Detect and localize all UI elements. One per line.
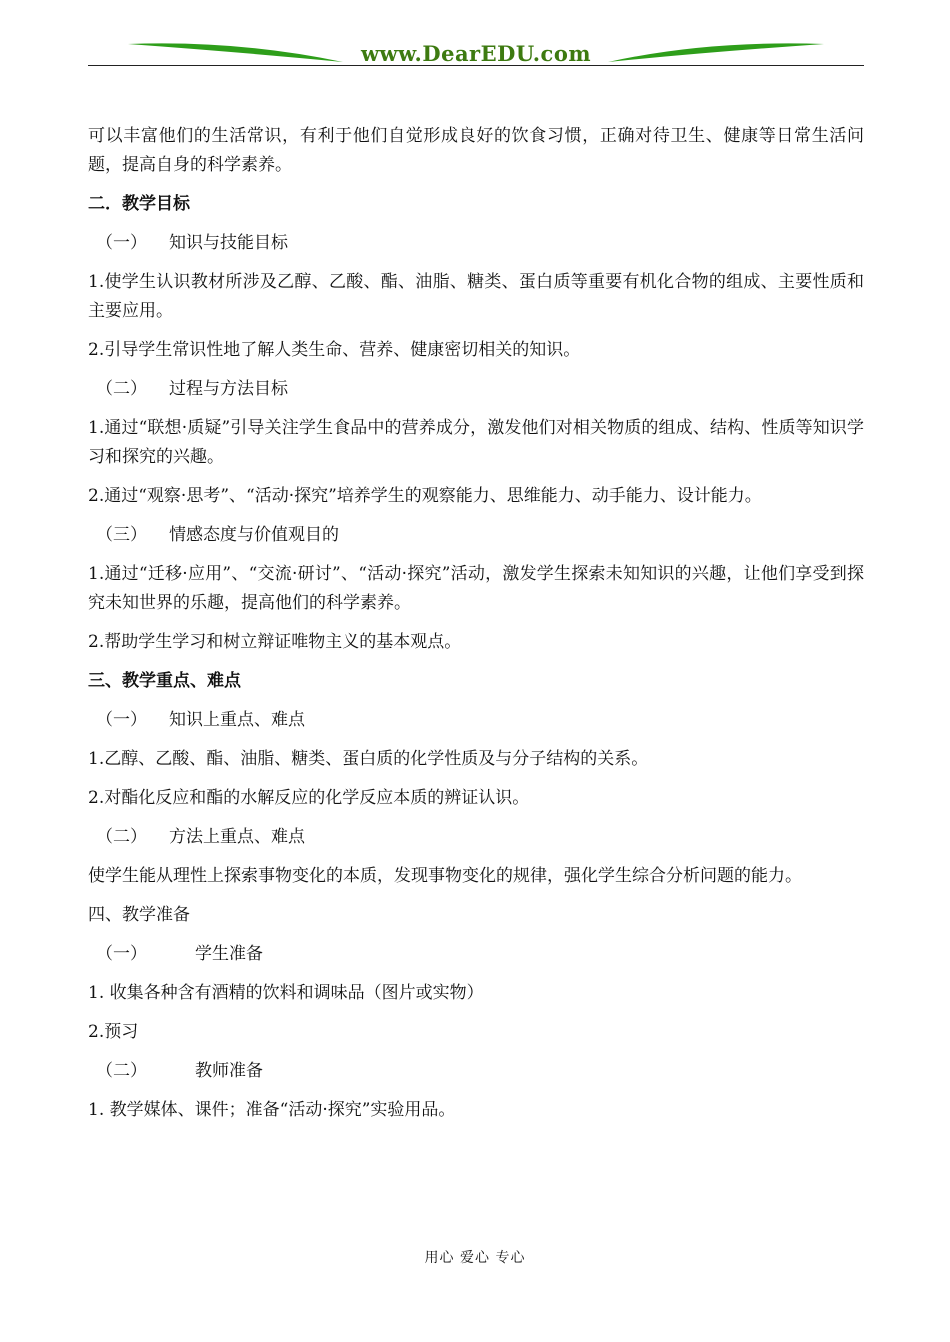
section-heading: 二．教学目标 <box>88 194 190 214</box>
header-rule <box>88 65 864 66</box>
subsection-heading <box>88 706 864 735</box>
subsection-title: 过程与方法目标 <box>169 379 288 399</box>
subsection-number: （一） <box>96 233 147 253</box>
subsection-heading <box>88 229 864 258</box>
paragraph: 2.预习 <box>88 1022 139 1042</box>
subsection-number: （一） <box>96 710 147 730</box>
subsection-title: 教师准备 <box>195 1061 263 1081</box>
document-body <box>88 122 864 1135</box>
paragraph: 1. 教学媒体、课件；准备“活动·探究”实验用品。 <box>88 1100 456 1120</box>
subsection-number: （二） <box>96 827 147 847</box>
subsection-number: （二） <box>96 1061 147 1081</box>
subsection-title: 情感态度与价值观目的 <box>169 525 339 545</box>
subsection-heading <box>88 940 864 969</box>
page-footer: 用心 爱心 专心 <box>424 1250 526 1266</box>
paragraph: 使学生能从理性上探索事物变化的本质，发现事物变化的规律，强化学生综合分析问题的能力。 <box>88 866 802 886</box>
subsection-title: 方法上重点、难点 <box>169 827 305 847</box>
section-heading: 四、教学准备 <box>88 905 190 925</box>
paragraph: 1.使学生认识教材所涉及乙醇、乙酸、酯、油脂、糖类、蛋白质等重要有机化合物的组成、主要性质和主要应用。 <box>88 272 864 321</box>
paragraph: 2.通过“观察·思考”、“活动·探究”培养学生的观察能力、思维能力、动手能力、设计能力。 <box>88 486 762 506</box>
paragraph: 2.引导学生常识性地了解人类生命、营养、健康密切相关的知识。 <box>88 340 581 360</box>
subsection-title: 知识与技能目标 <box>169 233 288 253</box>
subsection-number: （三） <box>96 525 147 545</box>
subsection-heading <box>88 521 864 550</box>
subsection-heading <box>88 375 864 404</box>
paragraph: 1.通过“联想·质疑”引导关注学生食品中的营养成分，激发他们对相关物质的组成、结构、性质等知识学习和探究的兴趣。 <box>88 418 864 467</box>
site-logo[interactable]: www.DearEDU.com <box>360 41 592 66</box>
intro-paragraph: 可以丰富他们的生活常识，有利于他们自觉形成良好的饮食习惯，正确对待卫生、健康等日常生活问题，提高自身的科学素养。 <box>88 126 864 175</box>
paragraph: 2.对酯化反应和酯的水解反应的化学反应本质的辨证认识。 <box>88 788 530 808</box>
subsection-title: 知识上重点、难点 <box>169 710 305 730</box>
paragraph: 1.乙醇、乙酸、酯、油脂、糖类、蛋白质的化学性质及与分子结构的关系。 <box>88 749 649 769</box>
page-header <box>88 36 864 70</box>
subsection-number: （二） <box>96 379 147 399</box>
paragraph: 1.通过“迁移·应用”、“交流·研讨”、“活动·探究”活动，激发学生探索未知知识的兴趣，让他们享受到探究未知世界的乐趣，提高他们的科学素养。 <box>88 564 864 613</box>
paragraph: 1. 收集各种含有酒精的饮料和调味品（图片或实物） <box>88 983 484 1003</box>
paragraph: 2.帮助学生学习和树立辩证唯物主义的基本观点。 <box>88 632 462 652</box>
subsection-heading <box>88 823 864 852</box>
section-heading: 三、教学重点、难点 <box>88 671 241 691</box>
subsection-title: 学生准备 <box>195 944 263 964</box>
subsection-heading <box>88 1057 864 1086</box>
subsection-number: （一） <box>96 944 147 964</box>
